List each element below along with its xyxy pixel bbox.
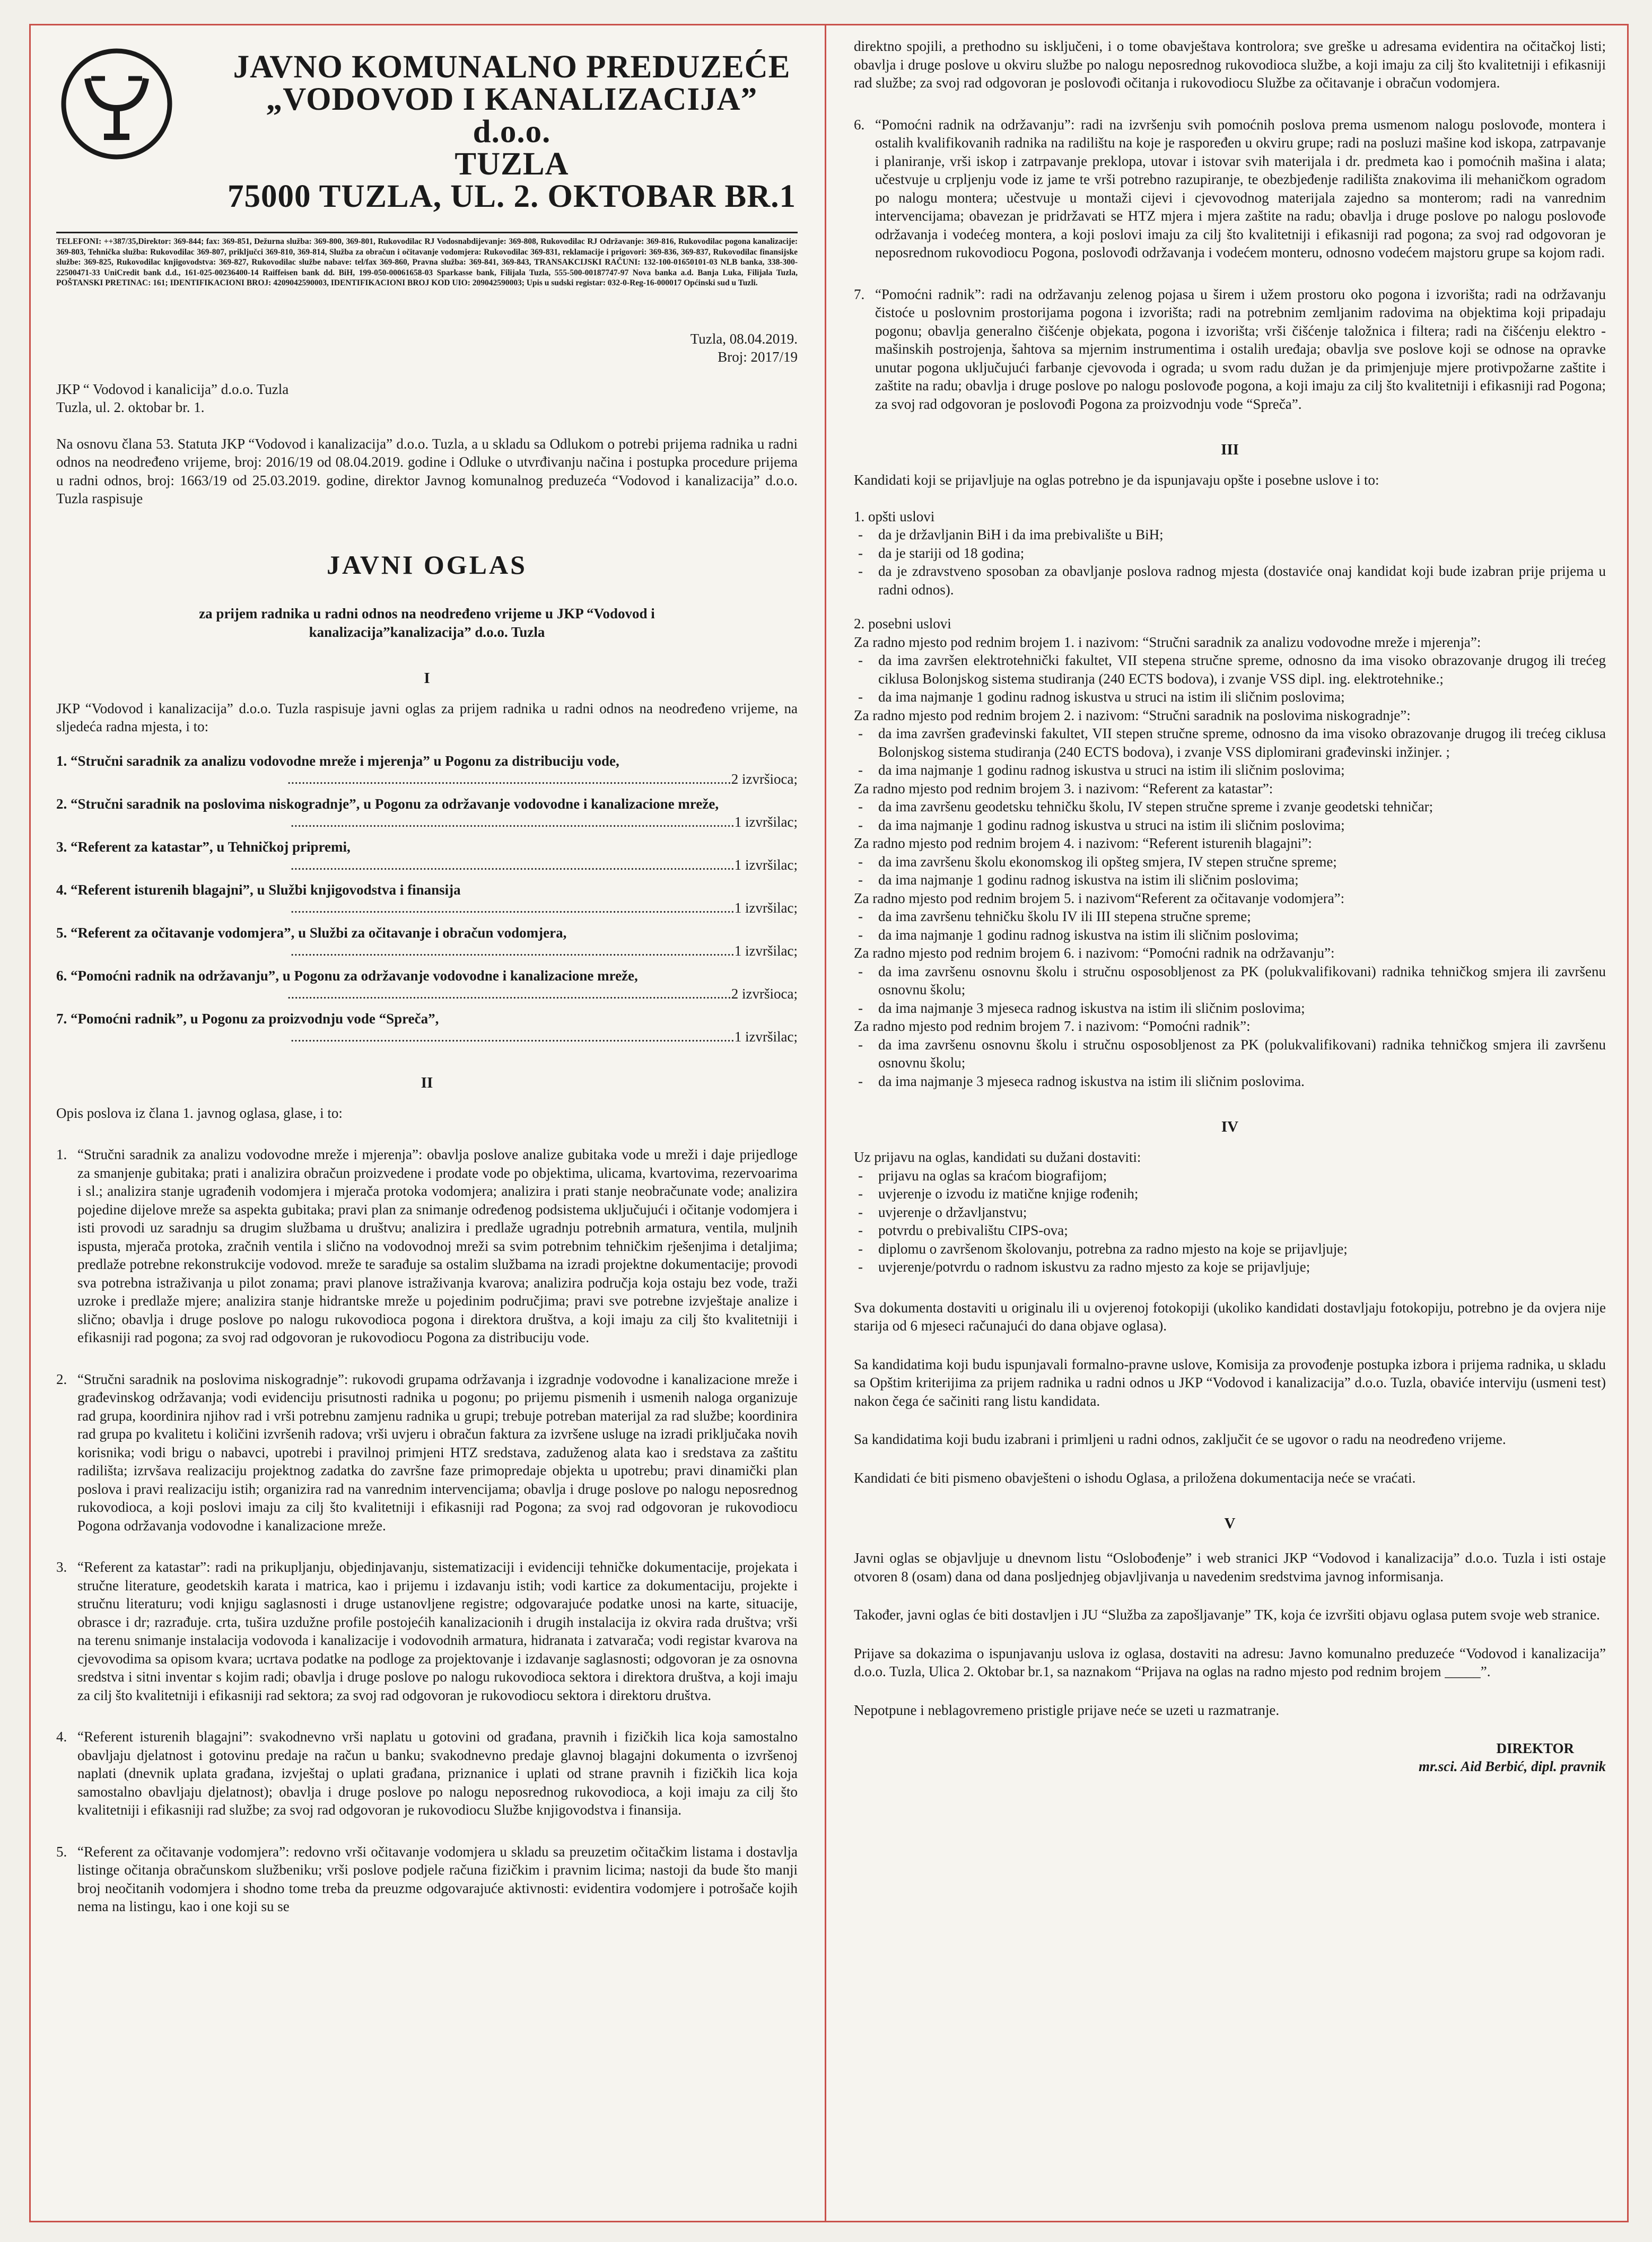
document-text: diplomu o završenom školovanju, potrebna za radno mjesto na koje se prijavljuje; xyxy=(878,1240,1348,1257)
section-4-paragraph: Sa kandidatima koji budu ispunjavali formalno-pravne uslove, Komisija za provođenje postupka izbora i prijema radnika, u skladu sa Opštim kriterijima za prijem radnika u radni odnos u JKP “Vodovod i kanalizacija” d.o.o. Tuzla, obaviće interviju (usmeni test) nakon čega će sačiniti rang listu kandidata. xyxy=(854,1356,1606,1409)
condition-text: da ima najmanje 1 godinu radnog iskustva na istim ili sličnim poslovima; xyxy=(878,926,1299,943)
sender-block xyxy=(56,380,798,417)
continuation-text: direktno spojili, a prethodno su isključeni, i o tome obavještava kontrolora; sve greške u adresama evidentira na očitačkoj listi; obavlja i druge poslove u okviru službe po nalogu neposrednog rukovodioca službe, a koji imaju za cilj što kvalitetniji i efikasniji rad službe; za svoj rad odgovoran je poslovođi očitanja i rukovodiocu Službe za očitavanje i obračun vodomjera. xyxy=(854,38,1606,91)
position-count: ............................................................................................................................1 izvršilac; xyxy=(290,943,798,959)
position-item xyxy=(56,838,798,874)
dash-bullet: - xyxy=(858,853,863,870)
condition-item xyxy=(854,761,1606,780)
general-conditions-label: 1. opšti uslovi xyxy=(854,508,935,524)
document-item xyxy=(854,1258,1606,1276)
dash-bullet: - xyxy=(858,963,863,979)
document-text: uvjerenje o državljanstvu; xyxy=(878,1204,1027,1220)
item-text: “Stručni saradnik za analizu vodovodne mreže i mjerenja”: obavlja poslove analize gubitaka vode u mreži i daje prijedloge za smanjenje gubitaka; prati i analizira obračun proizvedene i prodate vode po objektima, ulicama, kvartovima, rezervoarima i sl.; analizira stanje ugrađenih vodomjera i mjerača protoka vodomjera; analizira i prati stanje neobračunate vode; analizira pojedine dijelove mreže sa aspekta gubitaka; pravi plan za snimanje određenog podsistema uključujući i očitanje vodomjera i isti provodi uz saradnju sa drugim službama u društvu; analizira i predlaže ugradnju potrebnih armatura, ventila, muljnih ispusta, mjerača protoka, zračnih ventila i slično na vodovodnoj mreži sa svim potrebnim tehničkim rješenjima i detaljima; predlaže potrebne rekonstrukcije vodovod. mreže te sarađuje sa ostalim službama na izradi projektne dokumentacije; provodi sva potrebna istraživanja u pilot zonama; pravi planove istraživanja kvarova; analizira područja koja ostaju bez vode, traži uzroke i predlaže mjere; analizira stanje hidrantske mreže u pojedinim područjima; pravi sve potrebne izvještaje analize i slično; obavlja i druge poslove po nalogu rukovodioca pogona i direktora društva, a koji imaju za cilj što kvalitetniji i efikasniji rad pogona; za svoj rad odgovoran je rukovodiocu Pogona za distribuciju vode. xyxy=(77,1146,798,1345)
condition-item xyxy=(854,999,1606,1018)
condition-item xyxy=(854,798,1606,816)
dash-bullet: - xyxy=(858,872,863,888)
position-title: 6. “Pomoćni radnik na održavanju”, u Pogonu za održavanje vodovodne i kanalizacione mreže, xyxy=(56,967,638,984)
condition-item xyxy=(854,562,1606,599)
item-text: “Referent za očitavanje vodomjera”: redovno vrši očitavanje vodomjera u skladu sa preuzetim očitačkim listama i dostavlja listinge očitanja obračunskom službeniku; vrši poslove podjele računa fizičkim i pravnim licima; nastoji da bude što manji broj neočitanih vodomjera i shodno tome treba da preuzme odgovarajuće aktivnosti: evidentira vodomjere i potrošače kojih nema na listingu, kao i one koji su se xyxy=(77,1843,798,1914)
document-text: uvjerenje o izvodu iz matične knjige rođenih; xyxy=(878,1186,1139,1202)
condition-text: da ima najmanje 3 mjeseca radnog iskustva na istim ili sličnim poslovima; xyxy=(878,1000,1305,1016)
document-text: uvjerenje/potvrdu o radnom iskustvu za radno mjesto za koje se prijavljuje; xyxy=(878,1259,1310,1275)
position-item xyxy=(56,967,798,1003)
position-item xyxy=(56,1010,798,1046)
special-condition-heading: Za radno mjesto pod rednim brojem 7. i nazivom: “Pomoćni radnik”: xyxy=(854,1018,1251,1034)
sender-line-1: JKP “ Vodovod i kanalicija” d.o.o. Tuzla xyxy=(56,381,289,397)
condition-text: da ima završenu školu ekonomskog ili opšteg smjera, IV stepen stručne spreme; xyxy=(878,853,1337,870)
condition-text: da ima završenu osnovnu školu i stručnu osposobljenost za PK (polukvalifikovani) radnika tehničkog smjera ili završenu osnovnu školu; xyxy=(878,963,1606,997)
section-2-heading: II xyxy=(421,1074,433,1091)
item-number: 5. xyxy=(56,1843,67,1860)
condition-item xyxy=(854,544,1606,563)
condition-text: da ima završen elektrotehnički fakultet, VII stepena stručne spreme, odnosno da ima visoko obrazovanje drugog ili trećeg ciklusa Bolonjskog sistema studiranja (240 ECTS bodova), i zvanje VSS dipl. ing. elektrotehnike.; xyxy=(878,652,1606,687)
dash-bullet: - xyxy=(858,652,863,668)
condition-text: da ima najmanje 1 godinu radnog iskustva na istim ili sličnim poslovima; xyxy=(878,872,1299,888)
condition-item xyxy=(854,926,1606,944)
condition-text: da ima završenu tehničku školu IV ili III stepena stručne spreme; xyxy=(878,908,1251,924)
condition-item xyxy=(854,526,1606,544)
item-number: 3. xyxy=(56,1559,67,1575)
positions-list xyxy=(56,752,798,1046)
position-item xyxy=(56,924,798,960)
section-4-paragraph: Sa kandidatima koji budu izabrani i primljeni u radni odnos, zaključit će se ugovor o radu na neodređeno vrijeme. xyxy=(854,1431,1506,1447)
left-column xyxy=(31,25,821,2221)
dash-bullet: - xyxy=(858,563,863,579)
document-text: prijavu na oglas sa kraćom biografijom; xyxy=(878,1167,1107,1184)
section-4-paragraph: Kandidati će biti pismeno obavješteni o ishodu Oglasa, a priložena dokumentacija neće se vraćati. xyxy=(854,1469,1416,1486)
condition-item xyxy=(854,688,1606,706)
section-5-heading: V xyxy=(1224,1515,1236,1532)
special-condition-heading: Za radno mjesto pod rednim brojem 4. i nazivom: “Referent isturenih blagajni”: xyxy=(854,835,1312,851)
position-title: 7. “Pomoćni radnik”, u Pogonu za proizvodnju vode “Spreča”, xyxy=(56,1010,439,1027)
job-description-item xyxy=(56,1370,798,1535)
dash-bullet: - xyxy=(858,1036,863,1053)
section-4-paragraph: Sva dokumenta dostaviti u originalu ili u ovjerenoj fotokopiji (ukoliko kandidati dostavljaju fotokopiju, potrebno je da ovjera nije starija od 6 mjeseci računajući do dana objave oglasa). xyxy=(854,1299,1606,1334)
document-item xyxy=(854,1221,1606,1240)
section-3-heading: III xyxy=(1221,441,1239,458)
job-description-item xyxy=(56,1728,798,1819)
document-item xyxy=(854,1240,1606,1258)
document-item xyxy=(854,1167,1606,1185)
sender-line-2: Tuzla, ul. 2. oktobar br. 1. xyxy=(56,399,205,415)
special-condition-heading: Za radno mjesto pod rednim brojem 6. i nazivom: “Pomoćni radnik na održavanju”: xyxy=(854,945,1335,961)
section-3-intro: Kandidati koji se prijavljuje na oglas potrebno je da ispunjavaju opšte i posebne uslove i to: xyxy=(854,472,1379,488)
dash-bullet: - xyxy=(858,545,863,561)
item-text: “Pomoćni radnik na održavanju”: radi na izvršenju svih pomoćnih poslova prema usmenom nalogu poslovođe, montera i ostalih kvalifikovanih radnika na radilištu na koje je raspoređen u okviru grupe; radi na posluzi mašine kod iskopa, zatrpavanje i planiranje, vrši iskop i zatrpavanje preklopa, utovar i istovar svih materijala i dr. predmeta kao i pomoćnih mašina i alata; učestvuje u crpljenju vode iz jame te vrši potrebno razupiranje, te obezbjeđenje radilišta znakovima ili mehaničkom ogradom po nalogu montera; učestvuje u montaži cijevi i cjevovodnog materijala zajedno sa monterom; radi na vanrednim intervencijama; obavezan je pridržavati se HTZ mjera i mjera zaštite na radu; obavlja i druge poslove po nalogu poslovođe održavanja i vodećeg montera, a koji poslovi imaju za cilj što kvalitetniji i efikasniji rad pogona; za svoj rad odgovoran je neposrednom rukovodiocu Pogona, poslovođi održavanja i vodećem monteru, odnosno vodećem majstoru grupe sa kojom radi. xyxy=(875,116,1606,260)
condition-item xyxy=(854,1072,1606,1091)
special-condition-heading: Za radno mjesto pod rednim brojem 2. i nazivom: “Stručni saradnik na poslovima niskogradnje”: xyxy=(854,707,1411,723)
position-item xyxy=(56,795,798,831)
dash-bullet: - xyxy=(858,1240,863,1257)
document-item xyxy=(854,1185,1606,1203)
section-5-paragraph: Također, javni oglas će biti dostavljen i JU “Služba za zapošljavanje” TK, koja će izvršiti objavu oglasa putem svoje web stranice. xyxy=(854,1607,1600,1623)
item-number: 1. xyxy=(56,1146,67,1162)
job-description-item xyxy=(56,1145,798,1347)
dash-bullet: - xyxy=(858,1222,863,1238)
position-count: ............................................................................................................................2 izvršioca; xyxy=(287,986,798,1002)
intro-paragraph: Na osnovu člana 53. Statuta JKP “Vodovod i kanalizacija” d.o.o. Tuzla, a u skladu sa Odlukom o potrebi prijema radnika u radni odnos na neodređeno vrijeme, broj: 2016/19 od 08.04.2019. godine i Odluke o utvrđivanju načina i postupka procedure prijema u radni odnos, broj: 1663/19 od 25.03.2019. godine, direktor Javnog komunalnog preduzeća “Vodovod i kanalizacija” d.o.o. Tuzla raspisuje xyxy=(56,435,798,506)
item-number: 2. xyxy=(56,1371,67,1387)
section-5-paragraph: Nepotpune i neblagovremeno pristigle prijave neće se uzeti u razmatranje. xyxy=(854,1702,1280,1718)
position-item xyxy=(56,752,798,789)
job-description-item xyxy=(854,116,1606,262)
position-count: ............................................................................................................................1 izvršilac; xyxy=(290,857,798,873)
dash-bullet: - xyxy=(858,725,863,741)
section-5-paragraph: Javni oglas se objavljuje u dnevnom listu “Oslobođenje” i web stranici JKP “Vodovod i kanalizacija” d.o.o. Tuzla i isti ostaje otvoren 8 (osam) dana od dana posljednjeg objavljivanja u navedenim sredstvima javnog informisanja. xyxy=(854,1550,1606,1584)
job-description-item xyxy=(854,285,1606,414)
column-divider xyxy=(825,25,826,2221)
contact-details: TELEFONI: ++387/35,Direktor: 369-844; fax: 369-851, Dežurna služba: 369-800, 369-801, Rukovodilac RJ Vodosnabdijevanje: 369-808, Rukovodilac RJ Održavanje: 369-816, Rukovodilac pogona kanalizacije: 369-803, Tehnička služba: Rukovodilac 369-807, priključci 369-810, 369-814, Služba za obračun i očitavanje vodomjera: Rukovodilac 369-831, reklamacije i prigovori: 369-836, 369-837, Rukovodilac finansijske službe: 369-825, Rukovodilac knjigovodstva: 369-827, Rukovodilac službe nabave: tel/fax 369-860, Pravna služba: 369-841, 369-843, TRANSAKCIJSKI RAČUNI: 132-100-01650101-03 NLB banka, 338-300-22500471-33 UniCredit bank d.d., 161-025-00236400-14 Raiffeisen bank dd. BiH, 199-050-00061658-03 Sparkasse bank, Filijala Tuzla, 555-500-00187747-97 Nova banka a.d. Banja Luka, Filijala Tuzla, POŠTANSKI PRETINAC: 161; IDENTIFIKACIONI BROJ: 4209042590003, IDENTIFIKACIONI BROJ KOD UIO: 209042590003; Upis u sudski registar: 032-0-Reg-16-000017 Općinski sud u Tuzli. xyxy=(56,232,798,288)
position-title: 5. “Referent za očitavanje vodomjera”, u Službi za očitavanje i obračun vodomjera, xyxy=(56,924,567,941)
page-title: JAVNI OGLAS xyxy=(327,549,527,580)
condition-text: da ima završenu geodetsku tehničku školu, IV stepen stručne spreme i zvanje geodetski tehničar; xyxy=(878,799,1434,815)
condition-item xyxy=(854,816,1606,835)
position-title: 1. “Stručni saradnik za analizu vodovodne mreže i mjerenja” u Pogonu za distribuciju vode, xyxy=(56,752,619,769)
document-text: potvrdu o prebivalištu CIPS-ova; xyxy=(878,1222,1068,1238)
position-count: ............................................................................................................................1 izvršilac; xyxy=(290,1029,798,1045)
dash-bullet: - xyxy=(858,689,863,705)
condition-text: da ima završenu osnovnu školu i stručnu osposobljenost za PK (polukvalifikovani) radnika tehničkog smjera ili završenu osnovnu školu; xyxy=(878,1036,1606,1071)
position-title: 2. “Stručni saradnik na poslovima niskogradnje”, u Pogonu za održavanje vodovodne i kanalizacione mreže, xyxy=(56,795,719,812)
item-text: “Referent isturenih blagajni”: svakodnevno vrši naplatu u gotovini od građana, pravnih i fizičkih lica koja samostalno obavljaju djelatnost i gotovinu predaje na račun u banku; svakodnevno predaje glavnoj blagajni dokumenta o izvršenoj naplati (dnevnik uplata građana, izvještaj o uplati građana, priznanice i uplati od strane pravnih i fizičkih lica koja samostalno obavljaju djelatnost); obavlja i druge poslove po nalogu neposrednog rukovodioca, a koji imaju za cilj što kvalitetniji i efikasniji rad službe; za svoj rad odgovoran je rukovodiocu Službe knjigovodstva i finansija. xyxy=(77,1729,798,1818)
dash-bullet: - xyxy=(858,1073,863,1089)
section-1-text: JKP “Vodovod i kanalizacija” d.o.o. Tuzla raspisuje javni oglas za prijem radnika u radni odnos na neodređeno vrijeme, na sljedeća radna mjesta, i to: xyxy=(56,700,798,734)
section-5-paragraph: Prijave sa dokazima o ispunjavanju uslova iz oglasa, dostaviti na adresu: Javno komunalno preduzeće “Vodovod i kanalizacija” d.o.o. Tuzla, Ulica 2. Oktobar br.1, sa naznakom “Prijava na oglas na radno mjesto pod rednim brojem _____”. xyxy=(854,1645,1606,1679)
condition-item xyxy=(854,1036,1606,1072)
special-conditions-label: 2. posebni uslovi xyxy=(854,616,951,632)
section-1-heading: I xyxy=(424,669,430,687)
special-condition-heading: Za radno mjesto pod rednim brojem 1. i nazivom: “Stručni saradnik za analizu vodovodne mreže i mjerenja”: xyxy=(854,634,1481,650)
position-count: ............................................................................................................................1 izvršilac; xyxy=(290,900,798,916)
special-condition-heading: Za radno mjesto pod rednim brojem 5. i nazivom“Referent za očitavanje vodomjera”: xyxy=(854,890,1345,906)
dash-bullet: - xyxy=(858,817,863,833)
dash-bullet: - xyxy=(858,1186,863,1202)
dash-bullet: - xyxy=(858,527,863,542)
dash-bullet: - xyxy=(858,762,863,778)
condition-item xyxy=(854,907,1606,926)
condition-text: da ima najmanje 1 godinu radnog iskustva u struci na istim ili sličnim poslovima; xyxy=(878,689,1345,705)
job-description-item xyxy=(56,1843,798,1916)
position-item xyxy=(56,881,798,917)
header-line-4: 75000 TUZLA, UL. 2. OKTOBAR BR.1 xyxy=(227,179,796,214)
dash-bullet: - xyxy=(858,926,863,943)
header-line-2: „VODOVOD I KANALIZACIJA” d.o.o. xyxy=(266,82,758,150)
item-number: 7. xyxy=(854,286,865,302)
signature-block xyxy=(854,1739,1606,1775)
position-title: 4. “Referent isturenih blagajni”, u Službi knjigovodstva i finansija xyxy=(56,881,461,898)
dash-bullet: - xyxy=(858,908,863,924)
date-block xyxy=(56,330,798,366)
condition-text: da ima završen građevinski fakultet, VII stepen stručne spreme, odnosno da ima visoko obrazovanje drugog ili trećeg ciklusa Bolonjskog sistema studiranja (240 ECTS bodova), i zvanje VSS diplomirani građevinski inžinjer. ; xyxy=(878,725,1606,760)
condition-text: da je stariji od 18 godina; xyxy=(878,545,1025,561)
position-title: 3. “Referent za katastar”, u Tehničkoj pripremi, xyxy=(56,838,351,855)
item-text: “Pomoćni radnik”: radi na održavanju zelenog pojasa u širem i užem prostoru oko pogona i izvorišta; radi na održavanju čistoće u poslovnim prostorijama pogona i izvorišta; radi na potrebnim zemljanim radovima na objektima koji pripadaju pogonu; obavlja generalno čišćenje objekata, pogona i izvorišta; vrši čišćenje taložnica i filtera; radi na čišćenju elektro - mašinskih postrojenja, šahtova sa mjernim instrumentima i ostalih uređaja; obavlja sve poslove koji se odnose na opravke unutar pogona uključujući farbanje cjevovoda i ograda; u svom radu dužan je da primjenjuje mjere protivpožarne zaštite i zaštite na radu; obavlja i druge poslove po nalogu poslovođe pogona, a koji imaju za cilj što kvalitetniji i efikasniji rad Pogona; za svoj rad odgovoran je poslovođi Pogona za proizvodnju vode “Spreča”. xyxy=(875,286,1606,412)
item-text: “Referent za katastar”: radi na prikupljanju, objedinjavanju, sistematizaciji i evidenciji tehničke dokumentacije, projekata i stručne literature, geodetskih karata i matrica, kao i prijemu i izdavanju istih; vodi kartice za dokumentaciju, projekte i stručnu literaturu; vodi knjigu saglasnosti i druge ustanovljene registre; odgovarajuće podatke unosi na karte, situacije, obrasce i dr; razrađuje. crta, tušira uzdužne profile postojećih kanalizacionih i drugih instalacija iz okvira rada društva; vrši na terenu snimanje instalacija vodovoda i kanalizacije i vodovodnih armatura, hidranata i zatvarača; vodi registar kvarova na cjevovodima sa opisom kvara; ucrtava podatke na podloge za projektovanje i izdavanje saglasnosti; odgovoran je za osnovna sredstva i sitni inventar s kojim radi; obavlja i druge poslove po nalogu rukovodioca sektora i direktora društva, a koji imaju za cilj što kvalitetniji i efikasniji rad sektora; za svoj rad odgovoran je rukovodiocu sektora i direktoru društva. xyxy=(77,1559,798,1703)
signature-role: DIREKTOR xyxy=(1496,1740,1574,1756)
document-date: Tuzla, 08.04.2019. xyxy=(690,330,798,347)
item-text: “Stručni saradnik na poslovima niskogradnje”: rukovodi grupama održavanja i izgradnje vodovodne i kanalizacione mreže i građevinskog održavanja; vodi evidenciju prisutnosti radnika u pogonu; po prijemu pismenih i usmenih naloga organizuje rad grupa, koordinira njihov rad i vrši potrebnu zamjenu radnika u grupi; trebuje potreban materijal za rad službe; koordinira rad grupa po kvalitetu i količini izvršenih radova; vrši uvjeru i obračun faktura za izvršene usluge na izradi priključaka novih korisnika; vodi brigu o nabavci, upotrebi i pravilnoj primjeni HTZ sredstava, zaduženog alata kao i sredstava za zaštitu radilišta; izrvšava realizaciju projektnog zadatka do završne faze primopredaje objekta u upotrebu; pravi dinamički plan poslova i pravi realizaciju istih; organizira rad na vanrednim intervencijama; obavlja i druge poslove po nalogu neposrednog rukovodioca, a koji poslovi imaju za cilj što kvalitetniji i efikasniji rad Pogona; za svoj rad odgovoran je rukovodiocu Pogona održavanja vodovodne i kanalizacione mreže. xyxy=(77,1371,798,1534)
condition-item xyxy=(854,871,1606,889)
condition-text: da je državljanin BiH i da ima prebivalište u BiH; xyxy=(878,527,1164,542)
dash-bullet: - xyxy=(858,1259,863,1275)
signature-name: mr.sci. Aid Berbić, dipl. pravnik xyxy=(1418,1758,1606,1774)
section-4-heading: IV xyxy=(1221,1118,1239,1135)
page-subtitle: za prijem radnika u radni odnos na neodređeno vrijeme u JKP “Vodovod i kanalizacija”kanalizacija” d.o.o. Tuzla xyxy=(199,605,655,640)
condition-text: da ima najmanje 1 godinu radnog iskustva u struci na istim ili sličnim poslovima; xyxy=(878,817,1345,833)
section-4-intro: Uz prijavu na oglas, kandidati su dužani dostaviti: xyxy=(854,1149,1141,1165)
dash-bullet: - xyxy=(858,1204,863,1220)
condition-text: da je zdravstveno sposoban za obavljanje poslova radnog mjesta (dostaviće onaj kandidat koji bude izabran prije prijema u radni odnos). xyxy=(878,563,1606,598)
special-condition-heading: Za radno mjesto pod rednim brojem 3. i nazivom: “Referent za katastar”: xyxy=(854,780,1273,796)
condition-item xyxy=(854,724,1606,761)
document-number: Broj: 2017/19 xyxy=(718,349,798,365)
dash-bullet: - xyxy=(858,1000,863,1016)
position-count: ............................................................................................................................1 izvršilac; xyxy=(290,814,798,830)
document-item xyxy=(854,1203,1606,1222)
company-header xyxy=(226,46,798,213)
condition-text: da ima najmanje 3 mjeseca radnog iskustva na istim ili sličnim poslovima. xyxy=(878,1073,1305,1089)
item-number: 4. xyxy=(56,1729,67,1745)
header-line-3: TUZLA xyxy=(454,146,569,182)
header-line-1: JAVNO KOMUNALNO PREDUZEĆE xyxy=(233,49,791,85)
section-2-intro: Opis poslova iz člana 1. javnog oglasa, glase, i to: xyxy=(56,1105,343,1121)
position-count: ............................................................................................................................2 izvršioca; xyxy=(287,771,798,787)
condition-item xyxy=(854,853,1606,871)
right-column xyxy=(833,25,1627,2221)
job-description-item xyxy=(56,1558,798,1704)
condition-text: da ima najmanje 1 godinu radnog iskustva u struci na istim ili sličnim poslovima; xyxy=(878,762,1345,778)
dash-bullet: - xyxy=(858,799,863,815)
company-logo-icon xyxy=(58,46,175,162)
condition-item xyxy=(854,651,1606,688)
dash-bullet: - xyxy=(858,1167,863,1184)
item-number: 6. xyxy=(854,116,865,133)
condition-item xyxy=(854,962,1606,999)
document-page xyxy=(29,24,1629,2222)
